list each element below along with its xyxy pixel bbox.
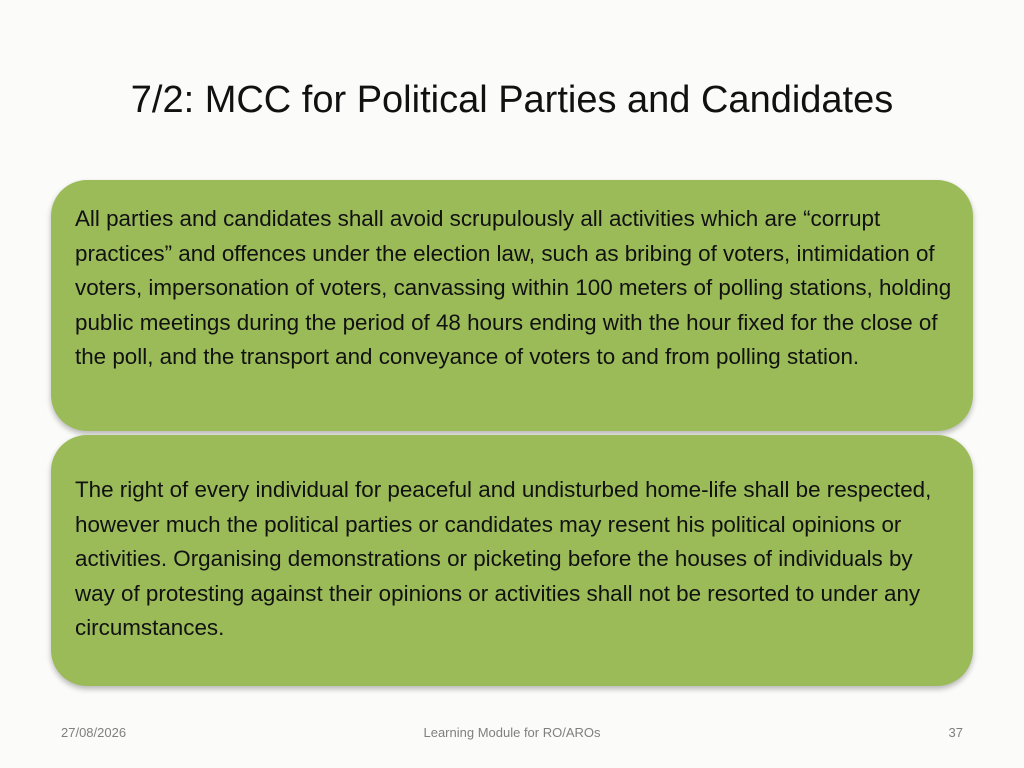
footer-page-number: 37 bbox=[948, 725, 963, 740]
footer-title: Learning Module for RO/AROs bbox=[423, 725, 601, 740]
slide-title: 7/2: MCC for Political Parties and Candidates bbox=[130, 79, 894, 121]
content-box-home-life: The right of every individual for peaceful and undisturbed home-life shall be respected, however much the political parties or candidates may resent his political opinions or activities. Organising demonstrations or picketing before the houses of individuals by way of protesting against their opinions or activities shall not be resorted to under any circumstances. bbox=[51, 435, 973, 686]
footer-date: 27/08/2026 bbox=[61, 725, 127, 740]
content-box-corrupt-practices: All parties and candidates shall avoid scrupulously all activities which are “corrupt practices” and offences under the election law, such as bribing of voters, intimidation of voters, impersonation of voters, canvassing within 100 meters of polling stations, holding public meetings during the period of 48 hours ending with the hour fixed for the close of the poll, and the transport and conveyance of voters to and from polling station. bbox=[51, 180, 973, 431]
